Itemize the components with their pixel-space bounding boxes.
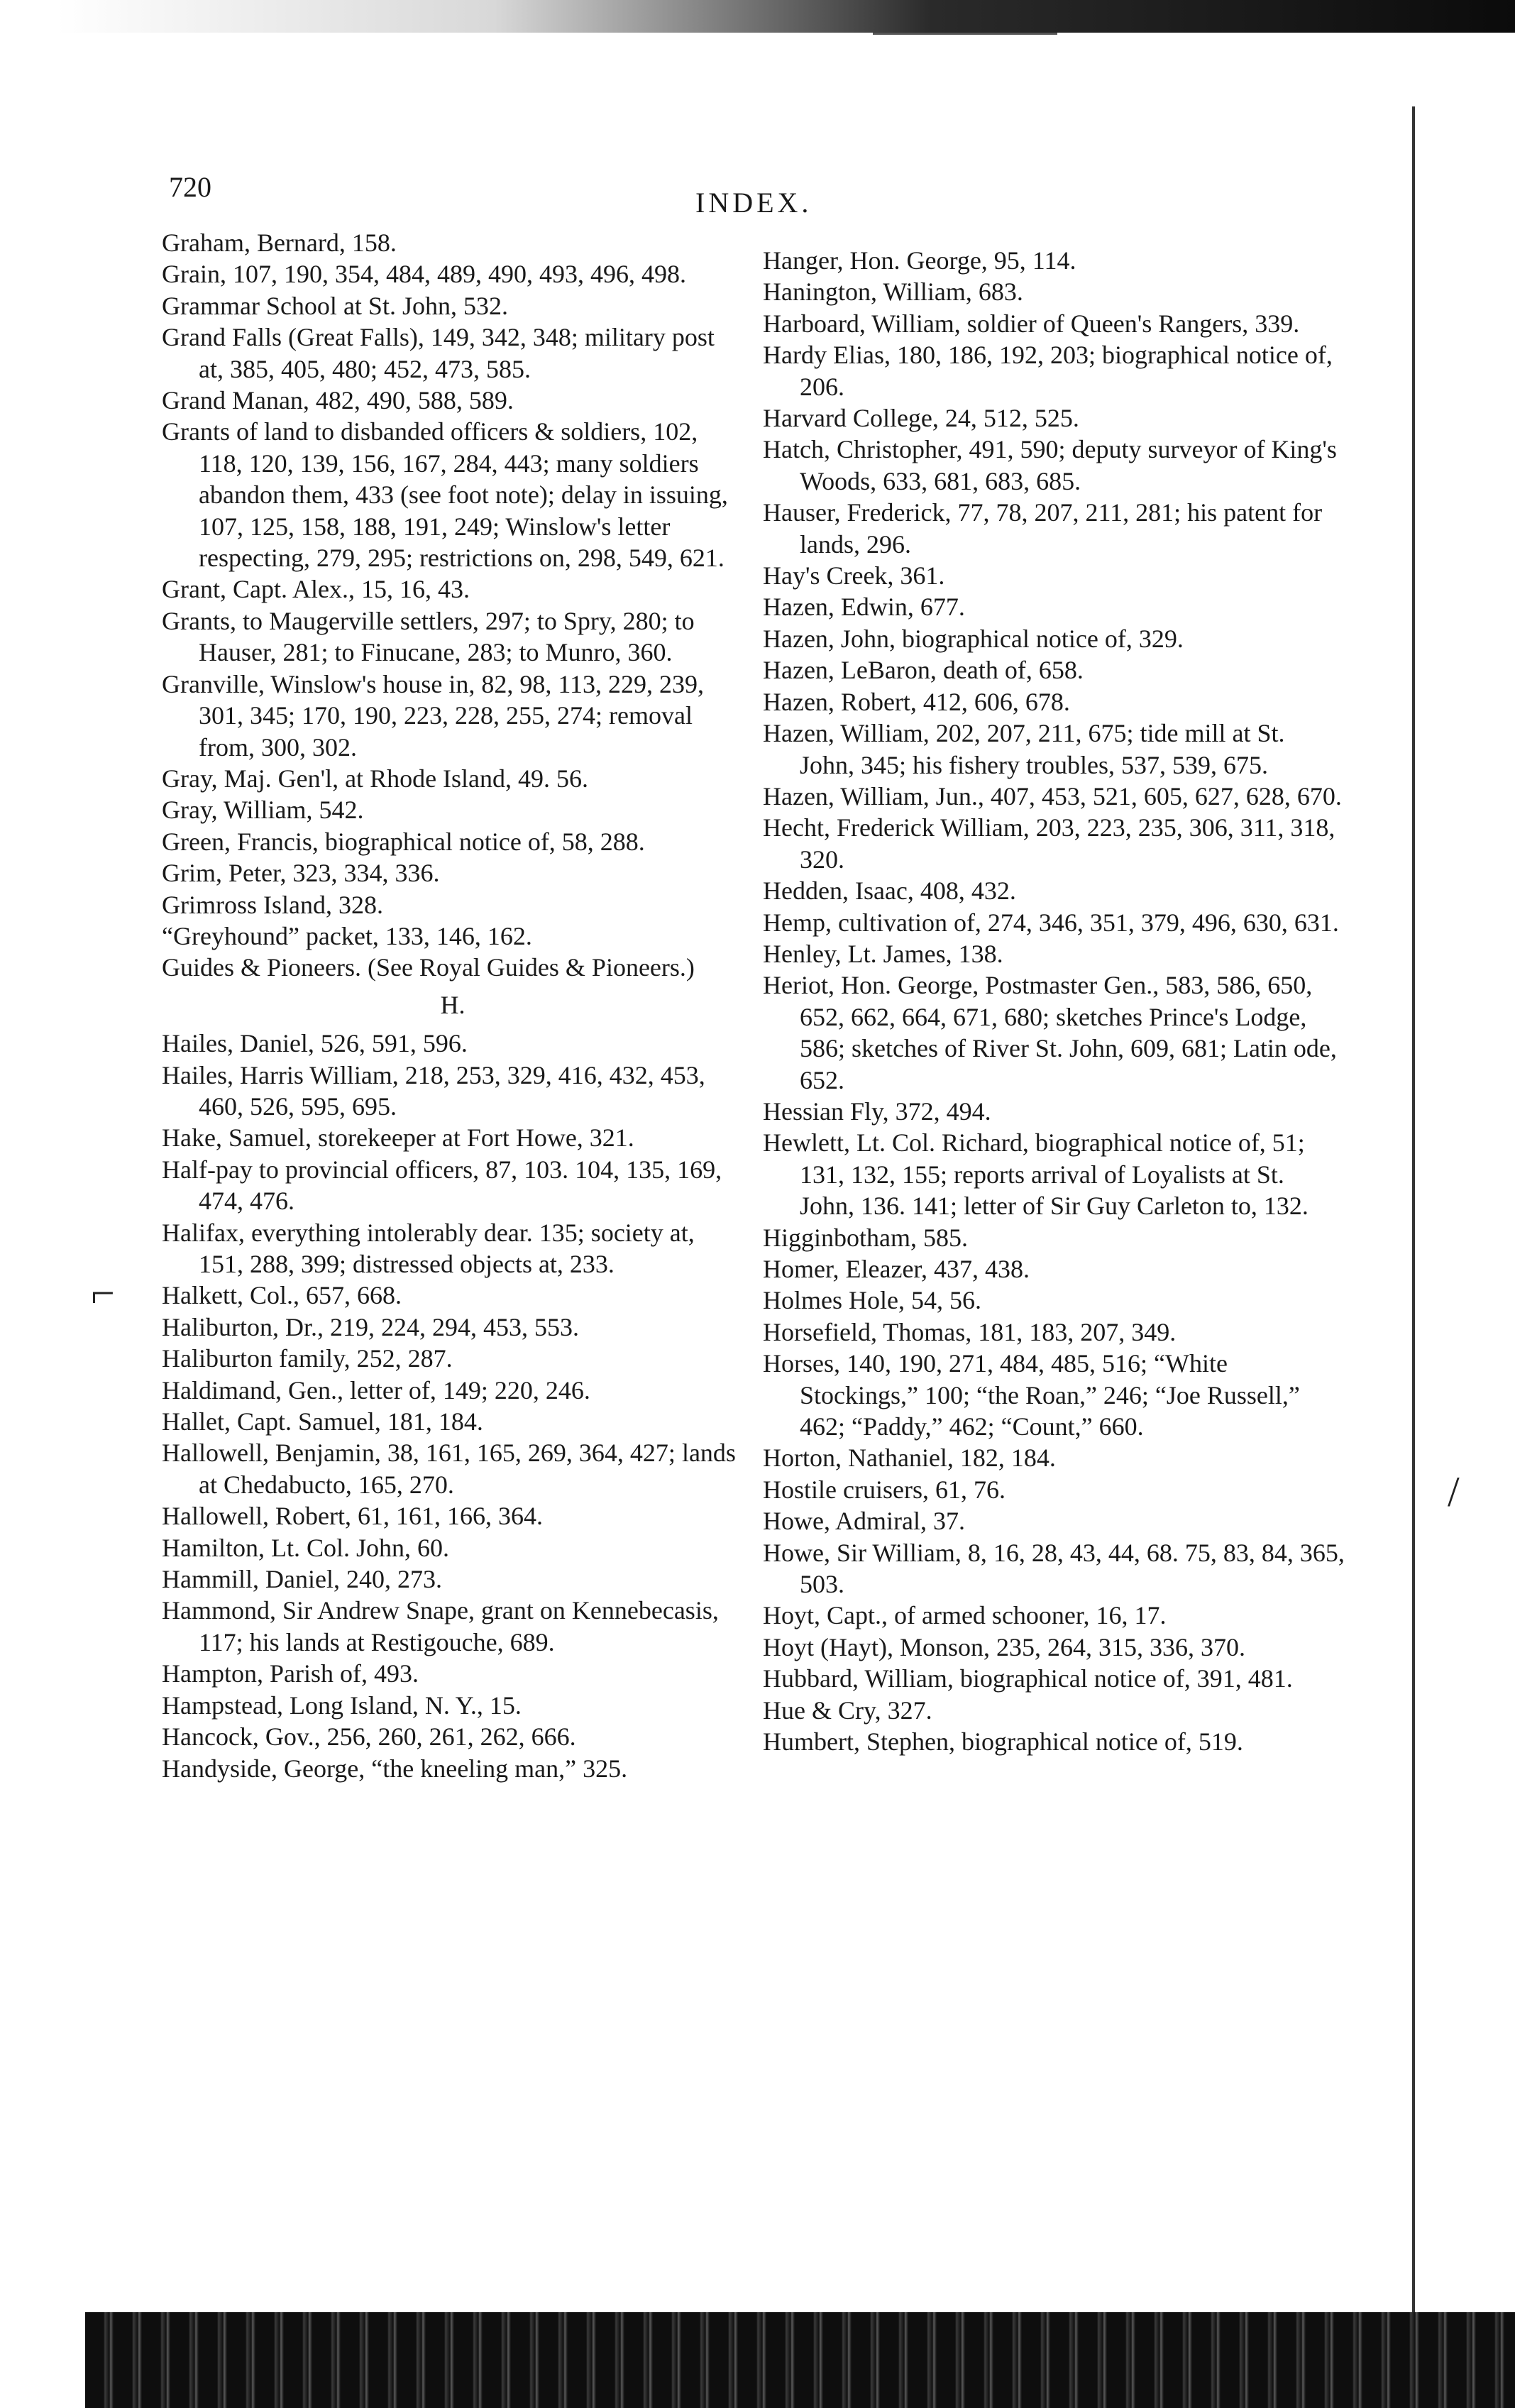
index-entry: Hue & Cry, 327. xyxy=(763,1695,932,1725)
index-entry: Hatch, Christopher, 491, 590; deputy surveyor of King's Woods, 633, 681, 683, 685. xyxy=(763,435,1337,495)
left-entries-h xyxy=(162,1028,744,1784)
index-entry: Gray, William, 542. xyxy=(162,796,364,825)
index-entry: Hay's Creek, 361. xyxy=(763,561,945,590)
index-entry: Hessian Fly, 372, 494. xyxy=(763,1096,991,1126)
index-entry: Hallet, Capt. Samuel, 181, 184. xyxy=(162,1407,483,1436)
index-entry: Hewlett, Lt. Col. Richard, biographical notice of, 51; 131, 132, 155; reports arrival of Loyalists at St. John, 136. 141; letter of Sir Guy Carleton to, 132. xyxy=(763,1128,1309,1221)
index-entry: Hazen, William, Jun., 407, 453, 521, 605, 627, 628, 670. xyxy=(763,781,1342,810)
index-entry: Hardy Elias, 180, 186, 192, 203; biographical notice of, 206. xyxy=(763,341,1333,401)
index-entry: Half-pay to provincial officers, 87, 103. 104, 135, 169, 474, 476. xyxy=(162,1155,722,1216)
index-entry: Hake, Samuel, storekeeper at Fort Howe, 321. xyxy=(162,1123,634,1153)
index-entry: Hubbard, William, biographical notice of, 391, 481. xyxy=(763,1664,1293,1693)
index-entry: Hazen, John, biographical notice of, 329. xyxy=(763,624,1184,653)
index-entry: Hedden, Isaac, 408, 432. xyxy=(763,876,1016,906)
scan-top-border xyxy=(57,0,1515,33)
index-entry: Grim, Peter, 323, 334, 336. xyxy=(162,859,440,888)
page-number: 720 xyxy=(169,171,211,203)
index-entry: Hammond, Sir Andrew Snape, grant on Kennebecasis, 117; his lands at Restigouche, 689. xyxy=(162,1596,719,1656)
index-entry: Haliburton, Dr., 219, 224, 294, 453, 553. xyxy=(162,1312,579,1341)
index-entry: Hailes, Harris William, 218, 253, 329, 416, 432, 453, 460, 526, 595, 695. xyxy=(162,1060,705,1121)
index-entry: Harboard, William, soldier of Queen's Rangers, 339. xyxy=(763,309,1300,338)
index-entry: Hoyt, Capt., of armed schooner, 16, 17. xyxy=(763,1601,1167,1630)
index-entry: Handyside, George, “the kneeling man,” 325. xyxy=(162,1754,628,1783)
index-entry: Higginbotham, 585. xyxy=(763,1223,968,1252)
index-entry: Hostile cruisers, 61, 76. xyxy=(763,1475,1006,1504)
index-entry: Henley, Lt. James, 138. xyxy=(763,939,1003,968)
index-entry: Hallowell, Robert, 61, 161, 166, 364. xyxy=(162,1502,543,1531)
index-entry: Haliburton family, 252, 287. xyxy=(162,1344,453,1373)
index-entry: Hecht, Frederick William, 203, 223, 235, 306, 311, 318, 320. xyxy=(763,813,1335,874)
index-entry: Hemp, cultivation of, 274, 346, 351, 379, 496, 630, 631. xyxy=(763,908,1339,937)
index-entry: Hanger, Hon. George, 95, 114. xyxy=(763,246,1076,275)
scan-bottom-border xyxy=(85,2312,1515,2408)
index-entry: Grants of land to disbanded officers & soldiers, 102, 118, 120, 139, 156, 167, 284, 443; many soldiers abandon them, 433 (see foot note); delay in issuing, 107, 125, 158, 188, 191, 249; Winslow's letter respecting, 279, 295; restrictions on, 298, 549, 621. xyxy=(162,417,728,573)
index-entry: Heriot, Hon. George, Postmaster Gen., 583, 586, 650, 652, 662, 664, 671, 680; sketches Prince's Lodge, 586; sketches of River St. John, 609, 681; Latin ode, 652. xyxy=(763,971,1337,1094)
index-entry: Granville, Winslow's house in, 82, 98, 113, 229, 239, 301, 345; 170, 190, 223, 228, 255, 274; removal from, 300, 302. xyxy=(162,669,704,762)
index-entry: Hancock, Gov., 256, 260, 261, 262, 666. xyxy=(162,1722,576,1752)
index-entry: Grand Falls (Great Falls), 149, 342, 348; military post at, 385, 405, 480; 452, 473, 585. xyxy=(162,323,715,383)
index-entry: Halkett, Col., 657, 668. xyxy=(162,1281,402,1310)
index-entry: “Greyhound” packet, 133, 146, 162. xyxy=(162,921,532,950)
index-column-right xyxy=(763,245,1345,1758)
index-column-left xyxy=(162,227,744,1784)
margin-mark-left: ⌐ xyxy=(91,1270,115,1316)
index-entry: Humbert, Stephen, biographical notice of, 519. xyxy=(763,1727,1243,1756)
index-entry: Grand Manan, 482, 490, 588, 589. xyxy=(162,386,514,415)
index-entry: Hazen, Edwin, 677. xyxy=(763,593,965,622)
index-entry: Hazen, LeBaron, death of, 658. xyxy=(763,656,1084,685)
section-letter: H. xyxy=(440,990,465,1019)
index-entry: Hailes, Daniel, 526, 591, 596. xyxy=(162,1029,468,1058)
index-entry: Grant, Capt. Alex., 15, 16, 43. xyxy=(162,575,470,604)
index-entry: Hampstead, Long Island, N. Y., 15. xyxy=(162,1690,522,1720)
index-entry: Horton, Nathaniel, 182, 184. xyxy=(763,1444,1056,1473)
index-entry: Grain, 107, 190, 354, 484, 489, 490, 493, 496, 498. xyxy=(162,260,686,289)
index-entry: Grammar School at St. John, 532. xyxy=(162,291,508,320)
right-entries xyxy=(763,245,1345,1758)
index-entry: Hauser, Frederick, 77, 78, 207, 211, 281; his patent for lands, 296. xyxy=(763,498,1323,559)
index-entry: Halifax, everything intolerably dear. 135; society at, 151, 288, 399; distressed objects at, 233. xyxy=(162,1218,695,1278)
index-entry: Horsefield, Thomas, 181, 183, 207, 349. xyxy=(763,1317,1177,1346)
margin-mark-right: / xyxy=(1448,1468,1460,1515)
index-entry: Hazen, William, 202, 207, 211, 675; tide mill at St. John, 345; his fishery troubles, 537, 539, 675. xyxy=(763,719,1285,779)
index-entry: Hanington, William, 683. xyxy=(763,277,1023,307)
index-entry: Hazen, Robert, 412, 606, 678. xyxy=(763,687,1070,716)
index-entry: Howe, Sir William, 8, 16, 28, 43, 44, 68. 75, 83, 84, 365, 503. xyxy=(763,1538,1345,1599)
index-entry: Homer, Eleazer, 437, 438. xyxy=(763,1255,1030,1283)
index-entry: Hampton, Parish of, 493. xyxy=(162,1659,419,1688)
index-entry: Grimross Island, 328. xyxy=(162,890,383,919)
index-entry: Harvard College, 24, 512, 525. xyxy=(763,404,1079,433)
scan-top-tick xyxy=(873,33,1057,35)
index-entry: Guides & Pioneers. (See Royal Guides & Pioneers.) xyxy=(162,953,695,982)
index-entry: Horses, 140, 190, 271, 484, 485, 516; “White Stockings,” 100; “the Roan,” 246; “Joe Russell,” 462; “Paddy,” 462; “Count,” 660. xyxy=(763,1349,1300,1441)
index-entry: Holmes Hole, 54, 56. xyxy=(763,1286,981,1315)
left-entries-g xyxy=(162,227,744,984)
scan-right-edge xyxy=(1412,106,1415,2363)
index-entry: Hallowell, Benjamin, 38, 161, 165, 269, 364, 427; lands at Chedabucto, 165, 270. xyxy=(162,1439,736,1499)
running-head: INDEX. xyxy=(695,187,812,219)
index-entry: Haldimand, Gen., letter of, 149; 220, 246. xyxy=(162,1375,590,1404)
index-entry: Hammill, Daniel, 240, 273. xyxy=(162,1565,442,1594)
index-entry: Howe, Admiral, 37. xyxy=(763,1507,965,1536)
index-entry: Grants, to Maugerville settlers, 297; to Spry, 280; to Hauser, 281; to Finucane, 283; to Munro, 360. xyxy=(162,606,695,667)
index-entry: Gray, Maj. Gen'l, at Rhode Island, 49. 56. xyxy=(162,764,589,793)
index-entry: Graham, Bernard, 158. xyxy=(162,229,397,257)
index-entry: Green, Francis, biographical notice of, 58, 288. xyxy=(162,827,645,856)
index-entry: Hoyt (Hayt), Monson, 235, 264, 315, 336, 370. xyxy=(763,1632,1245,1661)
index-entry: Hamilton, Lt. Col. John, 60. xyxy=(162,1533,449,1562)
